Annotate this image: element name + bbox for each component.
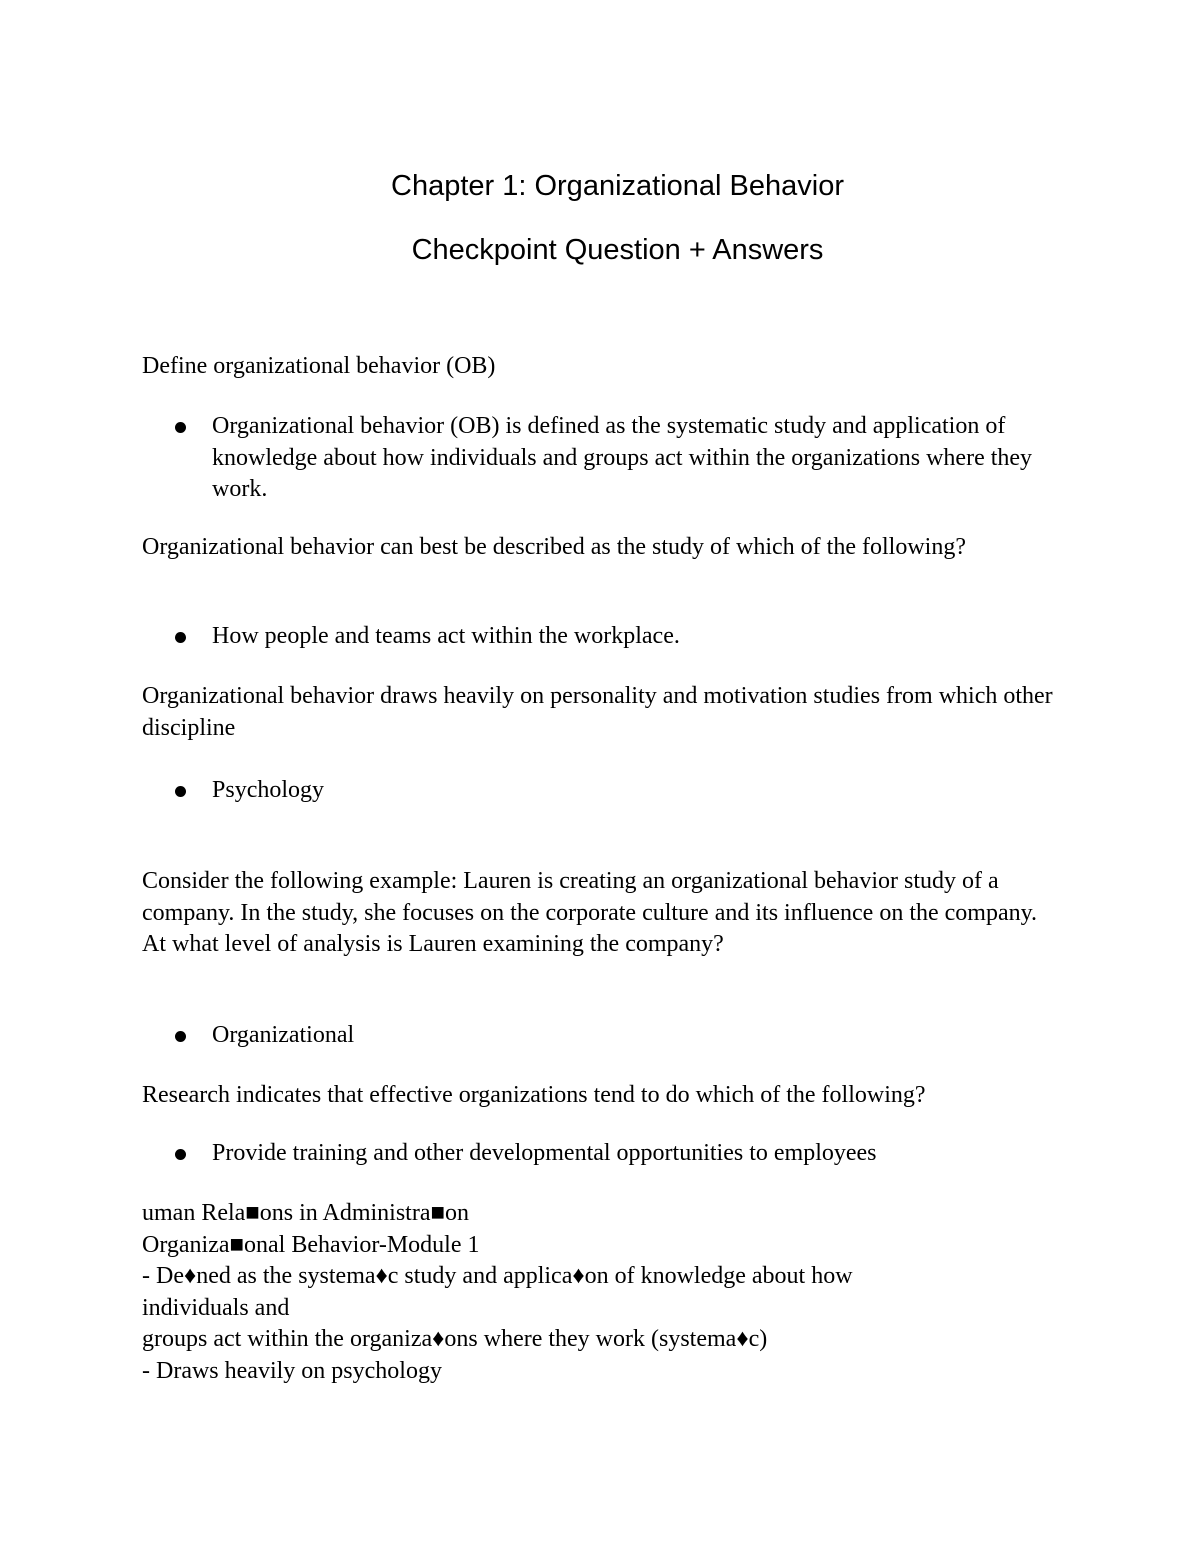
bullet-icon <box>175 422 186 433</box>
question-4: Consider the following example: Lauren is creating an organizational behavior study of a company. In the study, she focuses on the corporate culture and its influence on the company. At what level of analysis is Lauren examining the company? <box>142 868 1038 957</box>
question-5: Research indicates that effective organizations tend to do which of the following? <box>142 1082 926 1108</box>
bullet-icon <box>175 786 186 797</box>
bullet-icon <box>175 632 186 643</box>
question-2: Organizational behavior can best be described as the study of which of the following? <box>142 534 966 560</box>
answer-5: Provide training and other developmental opportunities to employees <box>212 1140 877 1166</box>
bullet-icon <box>175 1031 186 1042</box>
answer-1: Organizational behavior (OB) is defined as the systematic study and application of knowledge about how individuals and groups act within the organizations where they work. <box>212 413 1033 502</box>
notes-line: - De♦ned as the systema♦c study and applica♦on of knowledge about how <box>142 1263 853 1289</box>
answer-2: How people and teams act within the workplace. <box>212 623 680 649</box>
document-subtitle: Checkpoint Question + Answers <box>411 234 824 266</box>
notes-block <box>142 1198 1062 1387</box>
notes-line: Organiza■onal Behavior-Module 1 <box>142 1231 480 1258</box>
notes-line: groups act within the organiza♦ons where they work (systema♦c) <box>142 1326 768 1352</box>
answer-3: Psychology <box>212 777 325 803</box>
notes-line: uman Rela■ons in Administra■on <box>142 1200 469 1226</box>
bullet-icon <box>175 1149 186 1160</box>
notes-line: individuals and <box>142 1294 290 1321</box>
answer-4: Organizational <box>212 1022 355 1048</box>
question-3: Organizational behavior draws heavily on personality and motivation studies from which other discipline <box>142 683 1053 741</box>
document-title: Chapter 1: Organizational Behavior <box>391 170 844 202</box>
question-1: Define organizational behavior (OB) <box>142 353 496 379</box>
notes-line: - Draws heavily on psychology <box>142 1357 442 1384</box>
